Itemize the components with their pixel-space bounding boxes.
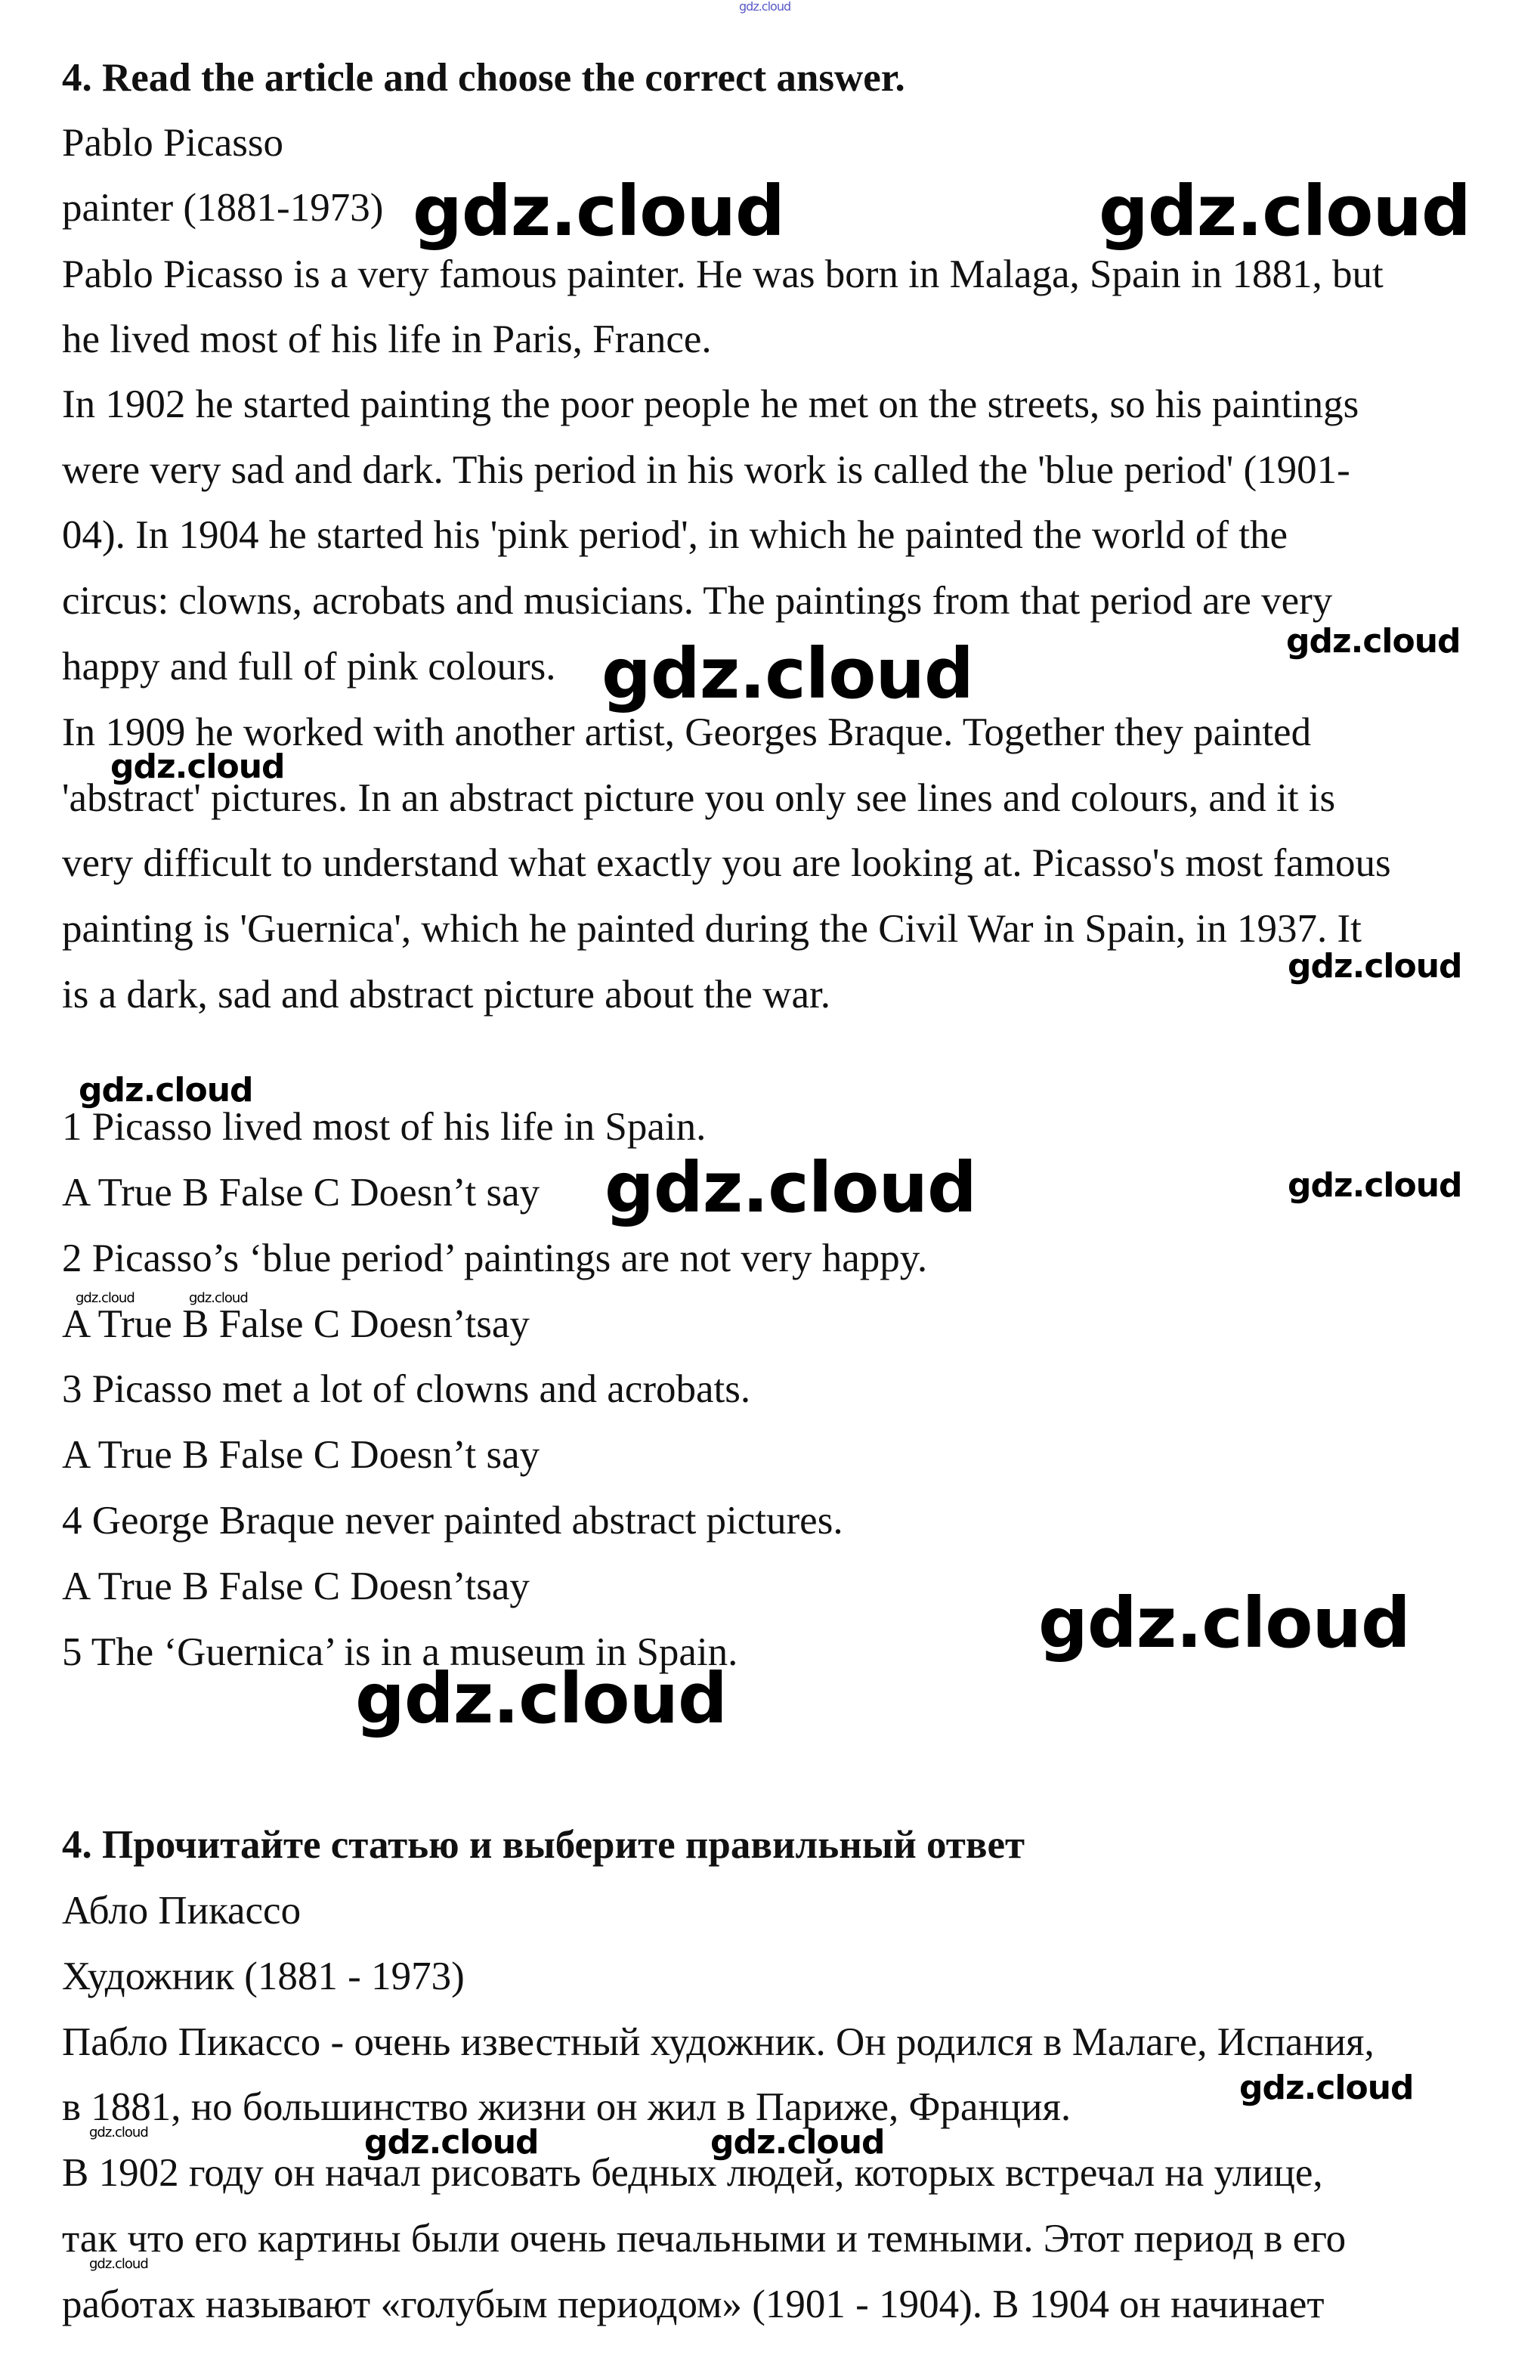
article-line: happy and full of pink colours. xyxy=(62,645,556,689)
watermark: gdz.cloud xyxy=(79,1071,253,1110)
watermark: gdz.cloud xyxy=(189,1290,248,1306)
russian-article-line: работах называют «голубым периодом» (1901 - 1904). В 1904 он начинает xyxy=(62,2283,1325,2326)
watermark: gdz.cloud xyxy=(1099,171,1470,252)
article-line: In 1902 he started painting the poor people he met on the streets, so his paintings xyxy=(62,382,1359,426)
article-line: were very sad and dark. This period in his work is called the 'blue period' (1901- xyxy=(62,448,1350,492)
watermark: gdz.cloud xyxy=(364,2123,539,2162)
article-line: 'abstract' pictures. In an abstract picture you only see lines and colours, and it is xyxy=(62,776,1336,820)
watermark: gdz.cloud xyxy=(605,1147,976,1228)
russian-article-line: В 1902 году он начал рисовать бедных людей, которых встречал на улице, xyxy=(62,2151,1323,2195)
english-title: Pablo Picasso xyxy=(62,121,283,165)
watermark: gdz.cloud xyxy=(739,0,791,14)
russian-heading: 4. Прочитайте статью и выберите правильный ответ xyxy=(62,1823,1025,1867)
article-line: Pablo Picasso is a very famous painter. He was born in Malaga, Spain in 1881, but xyxy=(62,252,1384,296)
question-text: 4 George Braque never painted abstract pictures. xyxy=(62,1499,843,1543)
watermark: gdz.cloud xyxy=(76,1290,135,1306)
russian-article-line: в 1881, но большинство жизни он жил в Париже, Франция. xyxy=(62,2085,1072,2129)
question-options: A True B False C Doesn’tsay xyxy=(62,1302,530,1346)
russian-article-line: так что его картины были очень печальными и темными. Этот период в его xyxy=(62,2217,1347,2261)
watermark: gdz.cloud xyxy=(1288,947,1462,986)
article-line: In 1909 he worked with another artist, Georges Braque. Together they painted xyxy=(62,710,1312,754)
watermark: gdz.cloud xyxy=(110,747,285,786)
watermark: gdz.cloud xyxy=(1038,1583,1410,1664)
question-options: A True B False C Doesn’t say xyxy=(62,1433,540,1477)
question-text: 2 Picasso’s ‘blue period’ paintings are not very happy. xyxy=(62,1236,928,1280)
watermark: gdz.cloud xyxy=(710,2123,885,2162)
question-text: 1 Picasso lived most of his life in Spain. xyxy=(62,1105,707,1149)
article-line: is a dark, sad and abstract picture about the war. xyxy=(62,973,830,1017)
russian-title: Абло Пикассо xyxy=(62,1889,302,1933)
english-heading: 4. Read the article and choose the correct answer. xyxy=(62,56,905,100)
question-options: A True B False C Doesn’tsay xyxy=(62,1564,530,1608)
question-text: 5 The ‘Guernica’ is in a museum in Spain. xyxy=(62,1630,738,1674)
russian-article-line: Пабло Пикассо - очень известный художник. Он родился в Малаге, Испания, xyxy=(62,2020,1375,2064)
article-line: circus: clowns, acrobats and musicians. The paintings from that period are very xyxy=(62,579,1333,623)
watermark: gdz.cloud xyxy=(413,171,784,252)
watermark: gdz.cloud xyxy=(89,2256,148,2272)
watermark: gdz.cloud xyxy=(1239,2069,1414,2107)
watermark: gdz.cloud xyxy=(355,1658,727,1739)
article-line: painting is 'Guernica', which he painted during the Civil War in Spain, in 1937. It xyxy=(62,907,1362,951)
question-options: A True B False C Doesn’t say xyxy=(62,1171,540,1215)
watermark: gdz.cloud xyxy=(89,2125,148,2140)
article-line: very difficult to understand what exactly you are looking at. Picasso's most famous xyxy=(62,841,1391,885)
article-line: he lived most of his life in Paris, France. xyxy=(62,317,712,361)
watermark: gdz.cloud xyxy=(1286,622,1461,661)
question-text: 3 Picasso met a lot of clowns and acrobats. xyxy=(62,1367,751,1411)
watermark: gdz.cloud xyxy=(1288,1166,1462,1205)
english-subtitle: painter (1881-1973) xyxy=(62,186,384,230)
article-line: 04). In 1904 he started his 'pink period', in which he painted the world of the xyxy=(62,513,1288,557)
watermark: gdz.cloud xyxy=(601,633,973,714)
russian-subtitle: Художник (1881 - 1973) xyxy=(62,1954,465,1998)
